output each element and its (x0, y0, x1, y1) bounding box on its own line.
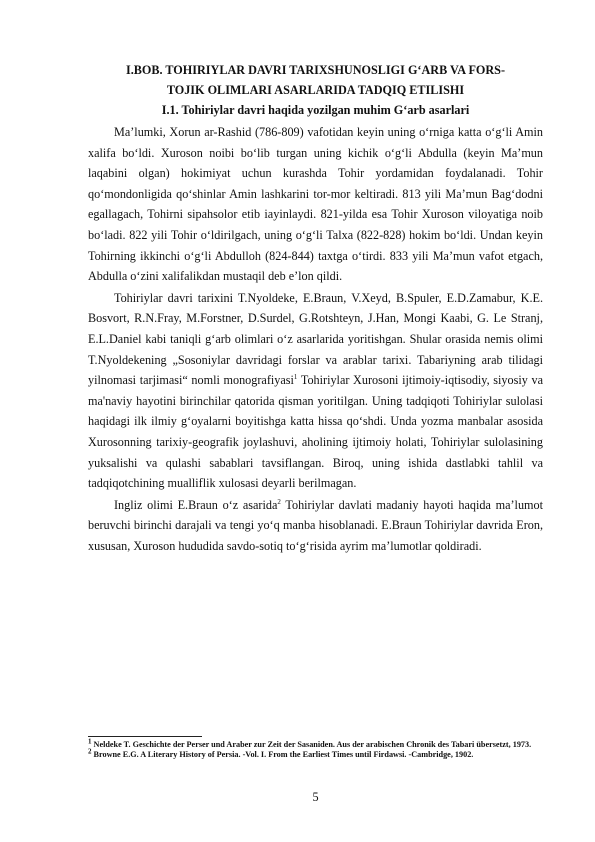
footnote-2-number: 2 (88, 747, 92, 756)
paragraph-3 (88, 495, 543, 557)
paragraph-2-text-a: Tohiriylar davri tarixini T.Nyoldeke, E.Braun, V.Xeyd, B.Spuler, E.D.Zamabur, K.E. Bosvort, R.N.Fray, M.Forstner, D.Surdel, G.Rotshteyn, J.Han, Mongi Kaabi, G. Le Stranj, E.L.Daniel kabi taniqli g‘arb olimlari o‘z asarlarida yoritishgan. Shular orasida nemis olimi T.Nyoldekening „Sosoniylar davridagi forslar va arablar tarixi. Tabariyning arab tilidagi yilnomasi tarjimasi“ nomli monografiyasi (88, 290, 543, 388)
section-title: I.1. Tohiriylar davri haqida yozilgan muhim G‘arb asarlari (161, 103, 470, 117)
footnote-1 (88, 737, 543, 750)
footnote-1-number: 1 (88, 737, 92, 746)
footnote-1-text: Neldeke T. Geschichte der Perser und Araber zur Zeit der Sasaniden. Aus der arabischen Chronik des Tabari übersetzt, 1973. (91, 740, 532, 749)
page-number: 5 (312, 790, 319, 804)
footnote-separator (88, 736, 202, 737)
body-text (88, 122, 543, 557)
footnote-2 (88, 747, 543, 760)
footnote-ref-2: 2 (277, 497, 281, 506)
chapter-title-line-2: TOJIK OLIMLARI ASARLARIDA TADQIQ ETILISHI (166, 83, 465, 97)
footnote-ref-1: 1 (293, 373, 298, 382)
paragraph-2-text-b: Tohiriylar Xurosoni ijtimoiy-iqtisodiy, siyosiy va ma'naviy hayotini birinchilar qatorida qisman yoritilgan. Uning tadqiqoti Tohiriylar sulolasi haqidagi ilk ilmiy g‘oyalarni boyitishga katta hissa qo‘shdi. Unda yozma manbalar asosida Xurosonning tarixiy-geografik joylashuvi, aholining ijtimoiy holati, Tohiriylar sulolasining yuksalishi va qulashi sabablari tavsiflangan. Biroq, uning ishida dastlabki tahlil va tadqiqotchining mualliflik xulosasi deyarli berilmagan. (88, 373, 543, 491)
chapter-title-line-1: I.BOB. TOHIRIYLAR DAVRI TARIXSHUNOSLIGI G‘ARB VA FORS- (125, 63, 506, 77)
paragraph-3-text-a: Ingliz olimi E.Braun o‘z asarida (114, 497, 278, 512)
paragraph-2 (88, 288, 543, 494)
paragraph-1: Ma’lumki, Xorun ar-Rashid (786-809) vafotidan keyin uning o‘rniga katta o‘g‘li Amin xalifa bo‘ldi. Xuroson noibi bo‘lib turgan uning kichik o‘g‘li Abdulla (keyin Ma’mun laqabini olgan) hokimiyat uchun kurashda Tohir yordamidan foydalanadi. Tohir qo‘mondonligida qo‘shinlar Amin lashkarini tor-mor keltiradi. 813 yili Ma’mun Bag‘dodni egallagach, Tohirni sipahsolor etib iayinlaydi. 821-yilda esa Tohir Xuroson viloyatiga noib bo‘ladi. 822 yili Tohir o‘ldirilgach, uning o‘g‘li Talxa (822-828) hokim bo‘ldi. Undan keyin Tohirning ikkinchi o‘g‘li Abdulloh (824-844) taxtga o‘tirdi. 833 yili Ma’mun vafot etgach, Abdulla o‘zini xalifalikdan mustaqil deb e’lon qildi. (88, 125, 543, 284)
footnotes (88, 737, 543, 760)
footnote-2-text: Browne E.G. A Literary History of Persia. -Vol. I. From the Earliest Times until Firdawsi. -Cambridge, 1902. (91, 750, 474, 759)
paragraph-3-text-b: Tohiriylar davlati madaniy hayoti haqida ma’lumot beruvchi birinchi darajali va tengi yo‘q manba hisoblanadi. E.Braun Tohiriylar davrida Eron, xususan, Xuroson hududida savdo-sotiq to‘g‘risida ayrim ma’lumotlar qoldiradi. (88, 497, 543, 553)
